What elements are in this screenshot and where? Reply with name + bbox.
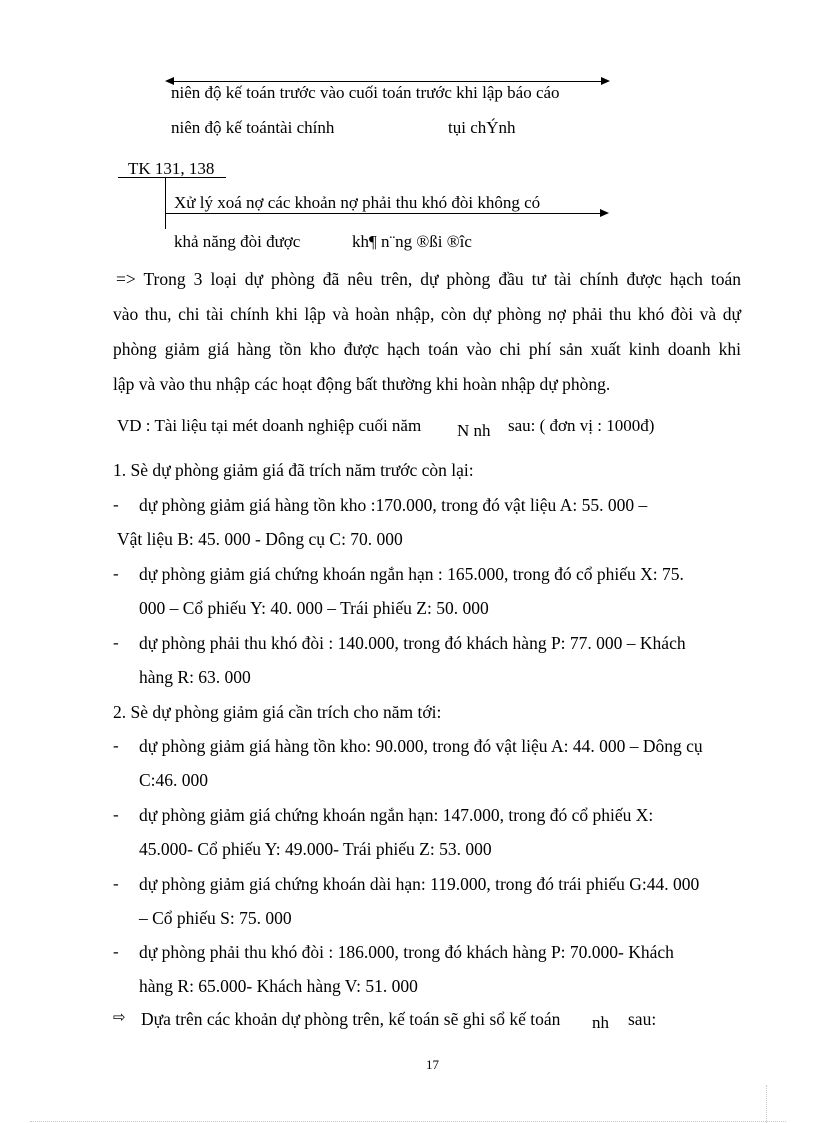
bullet-dash: - [113, 564, 119, 583]
page-number: 17 [426, 1057, 439, 1072]
example-tail: sau: ( đơn vị : 1000đ) [508, 416, 655, 435]
section2-item-line: – Cổ phiếu S: 75. 000 [139, 908, 292, 928]
page-corner-marker [766, 1085, 767, 1123]
account-vertical-line [165, 177, 166, 229]
bullet-dash: - [113, 942, 119, 961]
bullet-dash: - [113, 805, 119, 824]
arrow-right-head [601, 77, 610, 85]
summary-paragraph [113, 262, 741, 402]
bullet-dash: - [113, 874, 119, 893]
diagram-row1-line1: niên độ kế toán trước vào cuối toán trước khi lập báo cáo [171, 83, 560, 102]
diagram-row2-line2-right: kh¶ n¨ng ®ßi ®îc [352, 232, 472, 251]
example-subscript: N nh [457, 421, 491, 440]
paragraph-line: lập và vào thu nhập các hoạt động bất thường khi hoàn nhập dự phòng. [113, 374, 611, 394]
diagram-row2-line1: Xử lý xoá nợ các khoản nợ phải thu khó đòi không có [174, 193, 541, 212]
arrow-line-top [168, 81, 602, 82]
account-underline [118, 177, 226, 178]
section1-item-line: Vật liệu B: 45. 000 - Dông cụ C: 70. 000 [117, 529, 403, 549]
section2-item-line: dự phòng giảm giá hàng tồn kho: 90.000, trong đó vật liệu A: 44. 000 – Dông cụ [139, 736, 703, 756]
diagram-row1-line2-right: tụi chÝnh [448, 118, 516, 137]
section1-item-line: 000 – Cổ phiếu Y: 40. 000 – Trái phiếu Z: 50. 000 [139, 598, 489, 618]
section2-item-line: hàng R: 65.000- Khách hàng V: 51. 000 [139, 976, 418, 996]
conclusion-subscript: nh [592, 1013, 609, 1032]
page-edge-divider [30, 1121, 786, 1122]
section2-item-line: C:46. 000 [139, 770, 209, 790]
arrow-right-icon: ⇨ [113, 1008, 126, 1026]
conclusion-text: Dựa trên các khoản dự phòng trên, kế toán sẽ ghi sổ kế toán [141, 1009, 561, 1029]
bullet-dash: - [113, 736, 119, 755]
arrow-bottom-right-head [600, 209, 609, 217]
section1-item-line: dự phòng phải thu khó đòi : 140.000, trong đó khách hàng P: 77. 000 – Khách [139, 633, 686, 653]
section1-item-line: dự phòng giảm giá hàng tồn kho :170.000, trong đó vật liệu A: 55. 000 – [139, 495, 648, 515]
section2-item-line: 45.000- Cổ phiếu Y: 49.000- Trái phiếu Z: 53. 000 [139, 839, 492, 859]
section2-item-line: dự phòng phải thu khó đòi : 186.000, trong đó khách hàng P: 70.000- Khách [139, 942, 674, 962]
section2-item-line: dự phòng giảm giá chứng khoán dài hạn: 119.000, trong đó trái phiếu G:44. 000 [139, 874, 700, 894]
diagram-row2-line2-left: khả năng đòi được [174, 232, 301, 251]
section1-item-line: hàng R: 63. 000 [139, 667, 251, 687]
section1-item-line: dự phòng giảm giá chứng khoán ngắn hạn : 165.000, trong đó cổ phiếu X: 75. [139, 564, 684, 584]
paragraph-line: vào thu, chi tài chính khi lập và hoàn nhập, còn dự phòng nợ phải thu khó đòi và dự [113, 304, 741, 324]
paragraph-line: phòng giảm giá hàng tồn kho được hạch toán vào chi phí sản xuất kinh doanh khi [113, 339, 741, 359]
bullet-dash: - [113, 633, 119, 652]
section2-heading: 2. Sè dự phòng giảm giá cần trích cho năm tới: [113, 702, 442, 722]
section1-heading: 1. Sè dự phòng giảm giá đã trích năm trước còn lại: [113, 460, 474, 480]
conclusion-tail: sau: [628, 1009, 657, 1029]
paragraph-line: => Trong 3 loại dự phòng đã nêu trên, dự phòng đầu tư tài chính được hạch toán [116, 269, 741, 289]
bullet-dash: - [113, 495, 119, 514]
arrow-line-bottom [166, 213, 601, 214]
example-intro: VD : Tài liệu tại mét doanh nghiệp cuối năm [117, 416, 422, 435]
account-label: TK 131, 138 [128, 159, 215, 178]
diagram-row1-line2-left: niên độ kế toántài chính [171, 118, 335, 137]
section2-item-line: dự phòng giảm giá chứng khoán ngắn hạn: 147.000, trong đó cổ phiếu X: [139, 805, 654, 825]
